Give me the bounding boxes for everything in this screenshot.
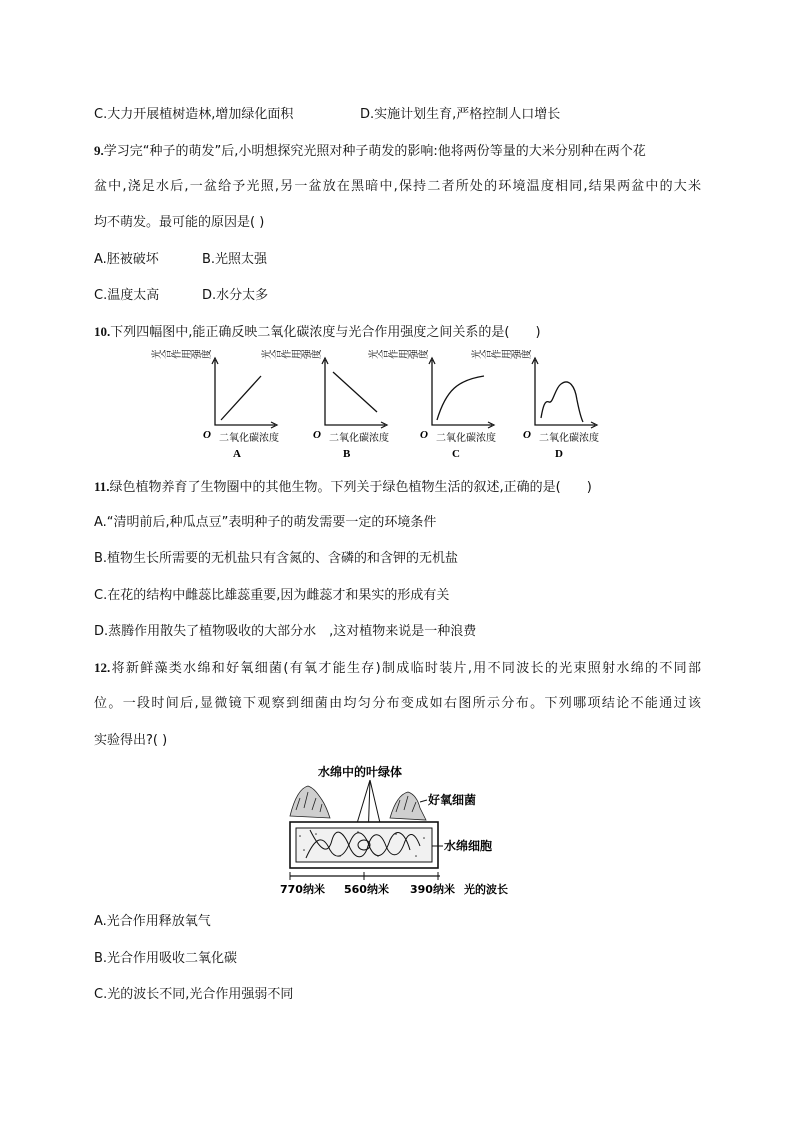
graph-b-label: B — [343, 448, 351, 460]
graph-d-curve — [541, 382, 583, 422]
q12-text-line1: 将新鲜藻类水绵和好氧细菌(有氧才能生存)制成临时装片,用不同波长的光束照射水绵的不同部 — [110, 661, 701, 676]
q11-option-b: B.植物生长所需要的无机盐只有含氮的、含磷的和含钾的无机盐 — [94, 551, 459, 566]
q11-option-a: A.“清明前后,种瓜点豆”表明种子的萌发需要一定的环境条件 — [94, 515, 437, 530]
q10-stem — [94, 323, 541, 342]
bacteria-cluster-left — [290, 786, 330, 818]
q12-stem-line3: 实验得出?( ) — [94, 733, 168, 748]
tick-label-560: 560纳米 — [344, 883, 389, 896]
graph-b — [260, 350, 389, 460]
q9-option-b: B.光照太强 — [202, 252, 268, 267]
q9-stem-line3: 均不萌发。最可能的原因是( ) — [94, 215, 265, 230]
graph-a-xlabel: 二氧化碳浓度 — [219, 433, 279, 444]
graph-a-label: A — [233, 448, 241, 460]
q9-stem-line2: 盆中,浇足水后,一盆给予光照,另一盆放在黑暗中,保持二者所处的环境温度相同,结果两盆中的大米 — [94, 179, 701, 194]
graph-c-ylabel: 光合作用强度 — [368, 350, 428, 362]
q11-number: 11. — [94, 479, 110, 494]
q9-option-c: C.温度太高 — [94, 288, 160, 303]
q12-option-c: C.光的波长不同,光合作用强弱不同 — [94, 987, 294, 1002]
wavelength-axis-label: 光的波长 — [464, 883, 508, 896]
q9-text-line1: 学习完“种子的萌发”后,小明想探究光照对种子萌发的影响:他将两份等量的大米分别种在两个花 — [103, 144, 646, 159]
q9-number: 9. — [94, 143, 104, 158]
graph-c-curve — [437, 376, 484, 420]
graph-b-curve — [333, 372, 377, 412]
q12-stem-line1 — [94, 659, 701, 678]
bacteria-cluster-right — [390, 792, 426, 820]
q12-stem-line2: 位。一段时间后,显微镜下观察到细菌由均匀分布变成如右图所示分布。下列哪项结论不能通过该 — [94, 696, 701, 711]
q10-text: 下列四幅图中,能正确反映二氧化碳浓度与光合作用强度之间关系的是( ) — [110, 325, 541, 340]
q11-option-d: D.蒸腾作用散失了植物吸收的大部分水 ,这对植物来说是一种浪费 — [94, 624, 477, 639]
graph-a-curve — [221, 376, 261, 420]
q11-option-c: C.在花的结构中雌蕊比雄蕊重要,因为雌蕊才和果实的形成有关 — [94, 588, 450, 603]
graph-a — [150, 350, 279, 460]
graph-c-axes — [432, 360, 492, 425]
graph-c-xlabel: 二氧化碳浓度 — [436, 433, 496, 444]
graph-d-origin: O — [523, 429, 531, 441]
bacteria-label: 好氧细菌 — [428, 793, 477, 807]
graph-d-ylabel: 光合作用强度 — [471, 350, 531, 362]
graph-b-ylabel: 光合作用强度 — [261, 350, 321, 362]
graph-b-origin: O — [313, 429, 321, 441]
graph-d-label: D — [555, 448, 563, 460]
graph-d-xlabel: 二氧化碳浓度 — [539, 433, 599, 444]
q12-number: 12. — [94, 660, 111, 675]
q10-graphs — [0, 350, 794, 465]
graph-c-origin: O — [420, 429, 428, 441]
tick-label-770: 770纳米 — [280, 883, 325, 896]
cell-inner-wall — [296, 828, 432, 862]
q11-stem — [94, 478, 592, 497]
chloroplast-label: 水绵中的叶绿体 — [318, 765, 403, 779]
q11-text: 绿色植物养育了生物圈中的其他生物。下列关于绿色植物生活的叙述,正确的是( ) — [109, 480, 592, 495]
graph-a-ylabel: 光合作用强度 — [151, 350, 211, 362]
q9-stem-line1 — [94, 142, 646, 161]
graph-b-xlabel: 二氧化碳浓度 — [329, 433, 389, 444]
graph-c-label: C — [452, 448, 460, 460]
graph-a-axes — [215, 360, 275, 425]
q8-option-c: C.大力开展植树造林,增加绿化面积 — [94, 107, 294, 122]
q12-option-a: A.光合作用释放氧气 — [94, 914, 211, 929]
graph-a-origin: O — [203, 429, 211, 441]
q12-figure — [270, 760, 530, 900]
q10-number: 10. — [94, 324, 111, 339]
bacteria-pointer — [420, 800, 427, 802]
q12-option-b: B.光合作用吸收二氧化碳 — [94, 951, 238, 966]
q9-option-a: A.胚被破坏 — [94, 252, 159, 267]
graph-d-axes — [535, 360, 595, 425]
q8-option-d: D.实施计划生育,严格控制人口增长 — [360, 107, 561, 122]
q9-option-d: D.水分太多 — [202, 288, 269, 303]
tick-label-390: 390纳米 — [410, 883, 455, 896]
cell-label: 水绵细胞 — [444, 839, 493, 853]
